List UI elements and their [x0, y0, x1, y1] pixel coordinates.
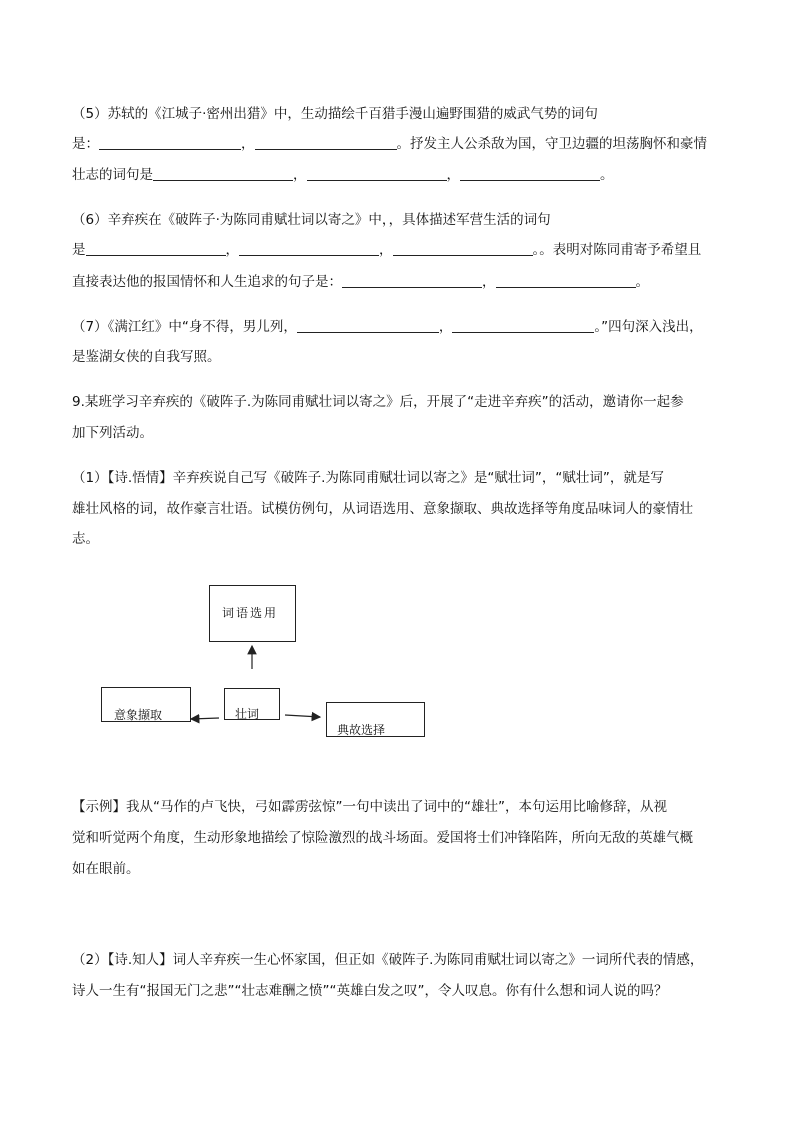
diagram-box-allusion: 典故选择	[326, 702, 425, 737]
sub1-line-3: 志。	[72, 531, 99, 547]
example-line-3: 如在眼前。	[72, 861, 140, 877]
sub1-line-2: 雄壮风格的词，故作豪言壮语。试模仿例句，从词语选用、意象撷取、典故选择等角度品味词人的豪情壮	[72, 501, 693, 517]
example-line-2: 觉和听觉两个角度，生动形象地描绘了惊险激烈的战斗场面。爱国将士们冲锋陷阵，所向无敌的英雄气概	[72, 830, 693, 846]
q5-prefix: 是：	[72, 136, 99, 152]
arrow-right	[285, 715, 320, 717]
q9-line-1: 9.某班学习辛弃疾的《破阵子.为陈同甫赋壮词以寄之》后，开展了“走进辛弃疾”的活动，邀请你一起参	[72, 394, 684, 410]
q5-line-1: （5）苏轼的《江城子·密州出猎》中，生动描绘千百猎手漫山遍野围猎的威武气势的词句	[72, 106, 598, 122]
q7-line-1: （7）《满江红》中“身不得，男儿列， ， 。”四句深入浅出，	[72, 319, 703, 335]
q6-line-2: 是 ， ， 。。表明对陈同甫寄予希望且	[72, 242, 702, 258]
sub2-line-1: （2）【诗.知人】词人辛弃疾一生心怀家国，但正如《破阵子.为陈同甫赋壮词以寄之》一词所代表的情感，	[72, 952, 704, 968]
diagram-box-imagery: 意象撷取	[101, 687, 191, 722]
q9-line-2: 加下列活动。	[72, 425, 153, 441]
diagram-box-center: 壮词	[224, 688, 280, 720]
q6-line-1: （6）辛弃疾在《破阵子·为陈同甫赋壮词以寄之》中，，具体描述军营生活的词句	[72, 212, 551, 228]
diagram-box-word-choice: 词语选用	[209, 585, 296, 642]
q5-line-2: 是： ， 。抒发主人公杀敌为国，守卫边疆的坦荡胸怀和豪情	[72, 136, 707, 152]
example-line-1: 【示例】我从“马作的卢飞快，弓如霹雳弦惊”一句中读出了词中的“雄壮”，本句运用比喻修辞，从视	[72, 799, 667, 815]
q5-line-3: 壮志的词句是 ， ， 。	[72, 167, 614, 183]
sub2-line-2: 诗人一生有“报国无门之悲”“壮志难酬之愤”“英雄白发之叹”，令人叹息。你有什么想和词人说的吗？	[72, 983, 668, 999]
q7-line-2: 是鉴湖女侠的自我写照。	[72, 349, 221, 365]
q6-line-3: 直接表达他的报国情怀和人生追求的句子是： ， 。	[72, 274, 649, 290]
arrow-left	[191, 718, 219, 719]
sub1-line-1: （1）【诗.悟情】辛弃疾说自己写《破阵子.为陈同甫赋壮词以寄之》是“赋壮词”，“赋壮词”，就是写	[72, 470, 664, 486]
